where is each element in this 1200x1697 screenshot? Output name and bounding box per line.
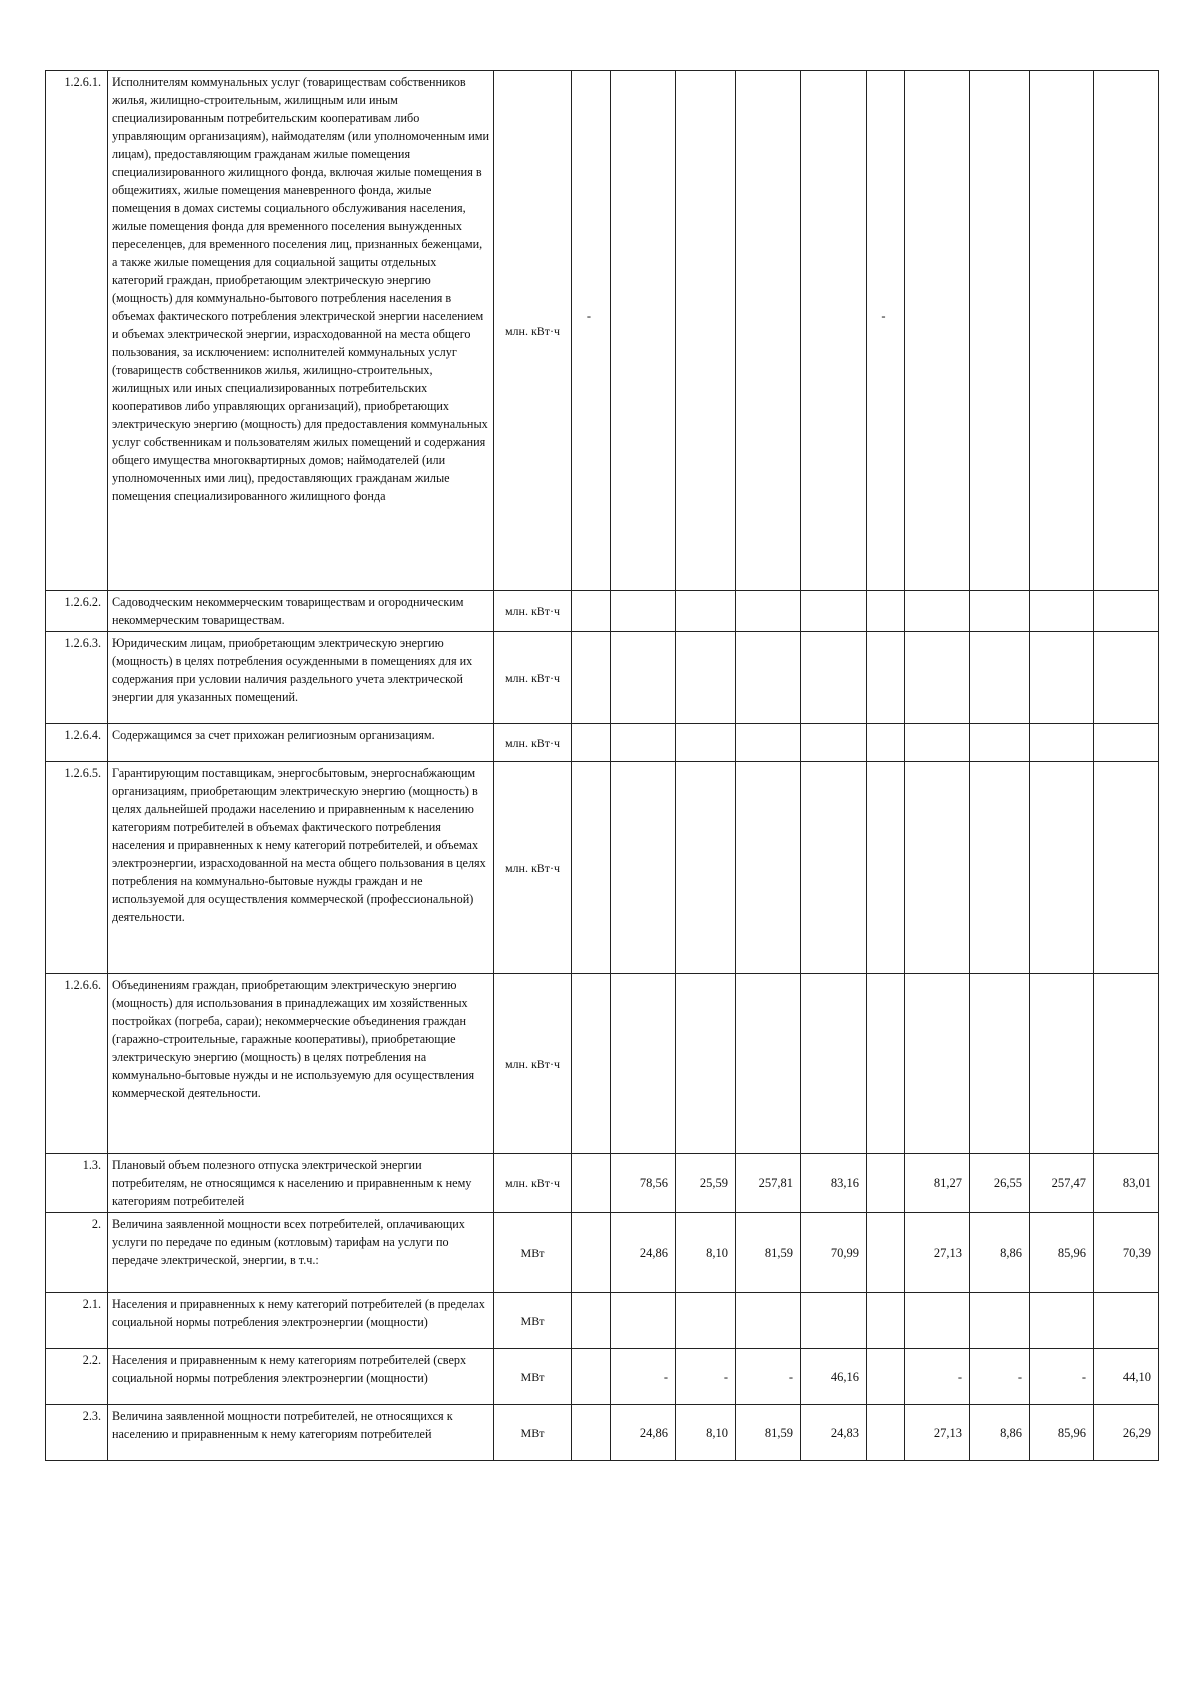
value-cell — [1094, 632, 1159, 724]
value-cell: 26,55 — [970, 1154, 1030, 1213]
value-cell — [572, 1293, 611, 1349]
value-cell — [1094, 762, 1159, 974]
value-cell — [611, 591, 676, 632]
value-cell — [1094, 1293, 1159, 1349]
row-unit: млн. кВт·ч — [494, 632, 572, 724]
value-cell — [611, 974, 676, 1154]
value-cell — [611, 1293, 676, 1349]
value-cell: 26,29 — [1094, 1405, 1159, 1461]
value-cell: - — [867, 71, 905, 591]
value-cell — [1094, 724, 1159, 762]
value-cell — [676, 1293, 736, 1349]
value-cell — [970, 724, 1030, 762]
value-cell: 85,96 — [1030, 1213, 1094, 1293]
value-cell — [736, 1293, 801, 1349]
value-cell — [1030, 762, 1094, 974]
row-description-cell — [108, 632, 494, 724]
value-cell — [867, 632, 905, 724]
value-cell — [676, 724, 736, 762]
value-cell — [676, 591, 736, 632]
table-row — [46, 591, 1159, 632]
value-cell — [736, 762, 801, 974]
row-description-cell — [108, 1349, 494, 1405]
value-cell — [676, 71, 736, 591]
value-cell — [905, 974, 970, 1154]
row-description: Населения и приравненным к нему категориям потребителей (сверх социальной нормы потребления электроэнергии (мощности) — [112, 1353, 467, 1385]
row-description: Объединениям граждан, приобретающим электрическую энергию (мощность) для использования в принадлежащих им хозяйственных постройках (погреба, сараи); некоммерческие объединения граждан (гаражно-строительные, гаражные кооперативы), приобретающие электрическую энергию (мощность) в целях потребления на коммунально-бытовые нужды и не используемую для осуществления коммерческой деятельности. — [112, 978, 475, 1100]
value-cell: 257,47 — [1030, 1154, 1094, 1213]
value-cell — [572, 724, 611, 762]
row-unit: МВт — [494, 1405, 572, 1461]
value-cell: 8,10 — [676, 1405, 736, 1461]
table-row — [46, 1154, 1159, 1213]
value-cell — [736, 724, 801, 762]
value-cell — [676, 632, 736, 724]
value-cell: 85,96 — [1030, 1405, 1094, 1461]
value-cell — [867, 591, 905, 632]
value-cell — [572, 632, 611, 724]
value-cell — [801, 71, 867, 591]
value-cell — [1094, 591, 1159, 632]
value-cell: 24,83 — [801, 1405, 867, 1461]
value-cell: 81,59 — [736, 1213, 801, 1293]
value-cell: 25,59 — [676, 1154, 736, 1213]
value-cell — [801, 1293, 867, 1349]
table-row — [46, 1213, 1159, 1293]
value-cell — [1030, 71, 1094, 591]
value-cell — [611, 632, 676, 724]
value-cell — [970, 591, 1030, 632]
value-cell — [801, 762, 867, 974]
value-cell — [867, 724, 905, 762]
table-row — [46, 1405, 1159, 1461]
row-description: Содержащимся за счет прихожан религиозным организациям. — [112, 728, 435, 742]
value-cell — [736, 71, 801, 591]
row-unit: МВт — [494, 1349, 572, 1405]
value-cell — [611, 71, 676, 591]
value-cell: 70,39 — [1094, 1213, 1159, 1293]
row-description: Величина заявленной мощности всех потребителей, оплачивающих услуги по передаче по единым (котловым) тарифам на услуги по передаче электрической, энергии, в т.ч.: — [112, 1217, 465, 1267]
value-cell — [801, 724, 867, 762]
value-cell — [572, 1154, 611, 1213]
value-cell — [905, 1293, 970, 1349]
row-number: 1.2.6.5. — [46, 762, 108, 974]
value-cell: 44,10 — [1094, 1349, 1159, 1405]
value-cell — [676, 974, 736, 1154]
value-cell — [867, 1349, 905, 1405]
row-number: 1.2.6.1. — [46, 71, 108, 591]
table-row — [46, 1293, 1159, 1349]
value-cell: 8,86 — [970, 1405, 1030, 1461]
value-cell — [1030, 974, 1094, 1154]
row-unit: млн. кВт·ч — [494, 974, 572, 1154]
value-cell — [611, 762, 676, 974]
value-cell — [867, 1405, 905, 1461]
data-table — [45, 70, 1159, 1461]
value-cell — [676, 762, 736, 974]
row-description: Плановый объем полезного отпуска электрической энергии потребителям, не относящимся к населению и приравненным к нему категориям потребителей — [112, 1158, 472, 1208]
value-cell: 24,86 — [611, 1213, 676, 1293]
row-description: Гарантирующим поставщикам, энергосбытовым, энергоснабжающим организациям, приобретающим электрическую энергию (мощность) в целях дальнейшей продажи населению и приравненным к населению категориям потребителей в объемах фактического потребления населения и приравненных к нему категорий потребителей, и объемах электроэнергии, израсходованной на места общего пользования в целях потребления на коммунально-бытовые нужды граждан и не используемой для осуществления коммерческой (профессиональной) деятельности. — [112, 766, 486, 924]
value-cell — [1094, 71, 1159, 591]
value-cell — [736, 974, 801, 1154]
row-number: 2.1. — [46, 1293, 108, 1349]
value-cell — [572, 591, 611, 632]
table-body — [46, 71, 1159, 1461]
value-cell — [572, 762, 611, 974]
table-row — [46, 632, 1159, 724]
value-cell — [867, 1293, 905, 1349]
row-description: Населения и приравненных к нему категорий потребителей (в пределах социальной нормы потребления электроэнергии (мощности) — [112, 1297, 485, 1329]
value-cell: 27,13 — [905, 1213, 970, 1293]
row-description: Величина заявленной мощности потребителей, не относящихся к населению и приравненным к нему категориям потребителей — [112, 1409, 453, 1441]
value-cell — [1094, 974, 1159, 1154]
value-cell: - — [676, 1349, 736, 1405]
value-cell — [736, 632, 801, 724]
row-description-cell — [108, 591, 494, 632]
row-number: 1.2.6.3. — [46, 632, 108, 724]
value-cell — [905, 632, 970, 724]
value-cell: 70,99 — [801, 1213, 867, 1293]
value-cell: 46,16 — [801, 1349, 867, 1405]
row-number: 1.2.6.2. — [46, 591, 108, 632]
value-cell — [905, 724, 970, 762]
row-description: Исполнителям коммунальных услуг (товариществам собственников жилья, жилищно-строительным, жилищным или иным специализированным потребительским кооперативам либо управляющим организациям), наймодателям (или уполномоченным ими лицам), предоставляющим гражданам жилые помещения специализированного жилищного фонда, включая жилые помещения в общежитиях, жилые помещения маневренного фонда, жилые помещения в домах системы социального обслуживания населения, жилые помещения фонда для временного поселения вынужденных переселенцев, для временного поселения лиц, признанных беженцами, а также жилые помещения для социальной защиты отдельных категорий граждан, приобретающим электрическую энергию (мощность) для коммунально-бытового потребления населения в объемах фактического потребления электрической энергии населением и объемах электрической энергии, израсходованной на места общего пользования, за исключением: исполнителей коммунальных услуг (товариществ собственников жилья, жилищно-строительных, жилищных или иных специализированных потребительских кооперативов либо управляющих организаций), приобретающих электрическую энергию (мощность) для предоставления коммунальных услуг собственникам и пользователям жилых помещений и содержания общего имущества многоквартирных домов; наймодателей (или уполномоченных ими лиц), предоставляющих гражданам жилые помещения специализированного жилищного фонда — [112, 75, 489, 503]
value-cell: 8,86 — [970, 1213, 1030, 1293]
value-cell — [572, 1213, 611, 1293]
row-unit: МВт — [494, 1213, 572, 1293]
row-unit: млн. кВт·ч — [494, 71, 572, 591]
row-unit: млн. кВт·ч — [494, 762, 572, 974]
value-cell — [572, 1405, 611, 1461]
row-unit: млн. кВт·ч — [494, 1154, 572, 1213]
value-cell: 27,13 — [905, 1405, 970, 1461]
table-row — [46, 1349, 1159, 1405]
value-cell — [905, 71, 970, 591]
value-cell — [801, 591, 867, 632]
value-cell — [970, 71, 1030, 591]
value-cell: - — [905, 1349, 970, 1405]
value-cell — [1030, 1293, 1094, 1349]
value-cell — [572, 1349, 611, 1405]
row-number: 2.2. — [46, 1349, 108, 1405]
value-cell — [867, 1213, 905, 1293]
row-description-cell — [108, 1405, 494, 1461]
value-cell: - — [611, 1349, 676, 1405]
row-description-cell — [108, 724, 494, 762]
row-number: 1.2.6.6. — [46, 974, 108, 1154]
table-row — [46, 724, 1159, 762]
value-cell — [970, 1293, 1030, 1349]
row-number: 2.3. — [46, 1405, 108, 1461]
value-cell: 257,81 — [736, 1154, 801, 1213]
row-description-cell — [108, 1213, 494, 1293]
value-cell — [1030, 724, 1094, 762]
row-description-cell — [108, 974, 494, 1154]
table-row — [46, 762, 1159, 974]
value-cell — [1030, 591, 1094, 632]
value-cell — [905, 591, 970, 632]
row-number: 1.2.6.4. — [46, 724, 108, 762]
value-cell: 81,59 — [736, 1405, 801, 1461]
value-cell — [801, 974, 867, 1154]
value-cell: 24,86 — [611, 1405, 676, 1461]
row-unit: млн. кВт·ч — [494, 724, 572, 762]
row-number: 2. — [46, 1213, 108, 1293]
table-row — [46, 71, 1159, 591]
row-unit: млн. кВт·ч — [494, 591, 572, 632]
value-cell — [1030, 632, 1094, 724]
value-cell — [970, 762, 1030, 974]
row-description: Садоводческим некоммерческим товариществам и огородническим некоммерческим товариществам. — [112, 595, 464, 627]
value-cell — [867, 762, 905, 974]
value-cell — [867, 1154, 905, 1213]
value-cell — [611, 724, 676, 762]
row-description-cell — [108, 1293, 494, 1349]
value-cell — [867, 974, 905, 1154]
value-cell: 8,10 — [676, 1213, 736, 1293]
value-cell: 78,56 — [611, 1154, 676, 1213]
value-cell — [970, 974, 1030, 1154]
value-cell: - — [970, 1349, 1030, 1405]
value-cell — [905, 762, 970, 974]
row-description: Юридическим лицам, приобретающим электрическую энергию (мощность) в целях потребления осужденными в помещениях для их содержания при условии наличия раздельного учета электрической энергии для указанных помещений. — [112, 636, 473, 704]
value-cell — [801, 632, 867, 724]
table-row — [46, 974, 1159, 1154]
value-cell — [970, 632, 1030, 724]
row-number: 1.3. — [46, 1154, 108, 1213]
row-description-cell — [108, 71, 494, 591]
value-cell: 83,16 — [801, 1154, 867, 1213]
row-unit: МВт — [494, 1293, 572, 1349]
row-description-cell — [108, 1154, 494, 1213]
value-cell: - — [736, 1349, 801, 1405]
value-cell — [736, 591, 801, 632]
value-cell: - — [1030, 1349, 1094, 1405]
value-cell: 81,27 — [905, 1154, 970, 1213]
row-description-cell — [108, 762, 494, 974]
value-cell: - — [572, 71, 611, 591]
value-cell: 83,01 — [1094, 1154, 1159, 1213]
value-cell — [572, 974, 611, 1154]
